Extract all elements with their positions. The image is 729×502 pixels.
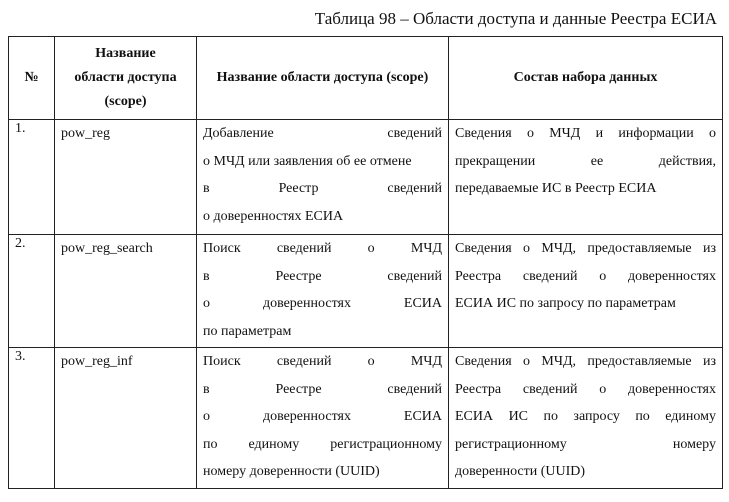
table-row — [9, 120, 723, 235]
row-number: 2. — [9, 235, 55, 348]
cell-text-line: о МЧД или заявления об ее отмене — [203, 153, 412, 169]
row-number: 1. — [9, 120, 55, 235]
cell-text-line: о доверенностях ЕСИА — [203, 296, 442, 311]
cell-text-line: Сведения о МЧД и информации о — [455, 126, 716, 141]
cell-text-line: по единому регистрационному — [203, 436, 442, 452]
cell-text-line: Сведения о МЧД, предоставляемые из — [455, 354, 716, 369]
cell-text-line: в Реестре сведений — [203, 381, 442, 397]
table-header — [9, 37, 723, 120]
row-scope: pow_reg — [55, 120, 197, 235]
cell-text-line: ЕСИА ИС по запросу по параметрам — [455, 296, 676, 311]
cell-text-line: доверенности (UUID) — [455, 464, 586, 479]
header-num: № — [9, 37, 55, 120]
row-dataset — [449, 120, 723, 235]
header-scope-name-line: области доступа — [74, 70, 177, 85]
header-scope-name-line: Название — [95, 46, 156, 61]
row-scope: pow_reg_search — [55, 235, 197, 348]
cell-text-line: о доверенностях ЕСИА — [203, 208, 344, 224]
cell-text-line: Реестра сведений о доверенностях — [455, 268, 716, 284]
scopes-table — [8, 36, 723, 489]
cell-text-line: ЕСИА ИС по запросу по единому — [455, 409, 716, 424]
cell-text-line: Реестра сведений о доверенностях — [455, 381, 716, 397]
cell-text-line: Поиск сведений о МЧД — [203, 241, 442, 256]
cell-text-line: Поиск сведений о МЧД — [203, 354, 442, 369]
header-scope-name-line: (scope) — [104, 94, 147, 109]
row-description — [197, 120, 449, 235]
row-dataset — [449, 235, 723, 348]
header-scope-name — [55, 37, 197, 120]
table-row — [9, 235, 723, 348]
cell-text-line: передаваемые ИС в Реестр ЕСИА — [455, 181, 657, 196]
cell-text-line: Сведения о МЧД, предоставляемые из — [455, 241, 716, 256]
cell-text-line: в Реестр сведений — [203, 181, 442, 196]
row-dataset — [449, 348, 723, 489]
table-caption: Таблица 98 – Области доступа и данные Реестра ЕСИА — [314, 9, 717, 28]
header-dataset: Состав набора данных — [449, 37, 723, 120]
row-number: 3. — [9, 348, 55, 489]
header-row — [9, 37, 723, 120]
cell-text-line: регистрационному номеру — [455, 436, 716, 452]
cell-text-line: в Реестре сведений — [203, 268, 442, 284]
table-body — [9, 120, 723, 489]
cell-text-line: прекращении ее действия, — [455, 153, 716, 169]
header-scope-desc: Название области доступа (scope) — [197, 37, 449, 120]
cell-text-line: о доверенностях ЕСИА — [203, 409, 442, 424]
cell-text-line: по параметрам — [203, 323, 292, 339]
row-description — [197, 348, 449, 489]
cell-text-line: номеру доверенности (UUID) — [203, 464, 380, 479]
cell-text-line: Добавление сведений — [203, 126, 442, 141]
row-description — [197, 235, 449, 348]
table-row — [9, 348, 723, 489]
row-scope: pow_reg_inf — [55, 348, 197, 489]
